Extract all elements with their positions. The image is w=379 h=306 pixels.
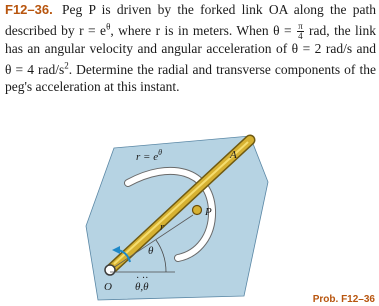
angular-acceleration: θ = 4 rad/$s^2$ <box>5 60 69 78</box>
path-equation-label: $r = e^\theta$ <box>136 148 163 163</box>
angle-label: θ <box>148 245 154 257</box>
problem-number: F12–36. <box>5 2 53 17</box>
origin-label: O <box>104 281 112 293</box>
angular-velocity: θ = 2 rad/s <box>291 41 353 57</box>
pivot <box>105 265 115 275</box>
pi-over-four: $\frac{\pi}{4}$ <box>298 21 303 42</box>
rate-dots: · ·· <box>136 273 149 284</box>
problem-sentence-1: Peg P is driven by the forked link OA along the path described by $r = e^\theta$, where r is in meters. When θ = $\frac{\pi}{4}$ rad, the link has an angular velocity and angular acceleration of θ = 2 rad/s and θ = 4 rad/$s^2$. Determine the radial and transverse components of the peg's acceleration at this instant. <box>5 2 377 94</box>
link-end-label: A <box>230 149 237 161</box>
angular-rates-label: θ,θ <box>135 281 149 293</box>
figure-caption: Prob. F12–36 <box>312 294 375 305</box>
peg-label: P <box>205 206 212 218</box>
radius-label: r <box>160 221 165 233</box>
peg <box>193 206 202 215</box>
figure-background-panel <box>86 136 268 300</box>
